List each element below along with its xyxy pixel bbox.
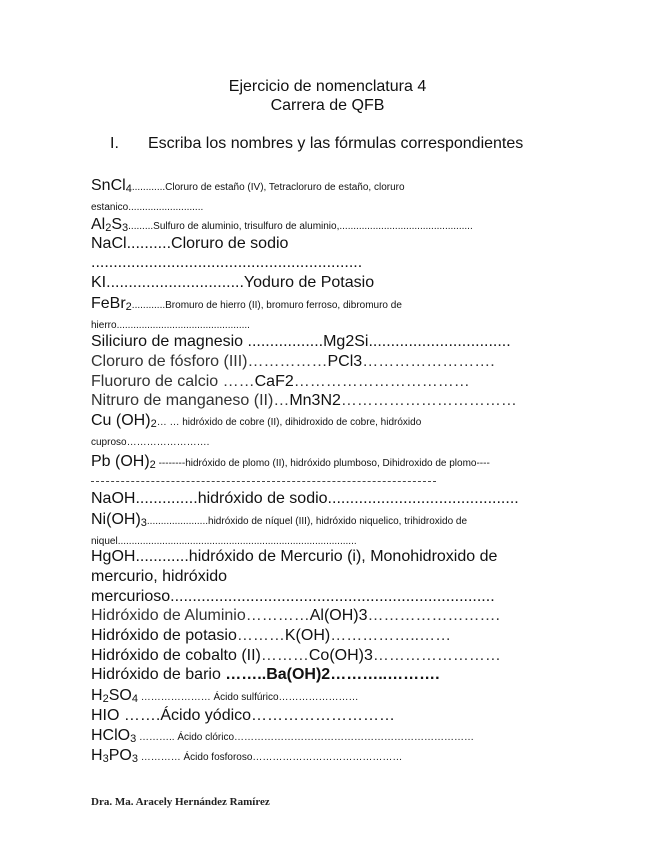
dots: …………………… [372,647,501,664]
compound-name: Hidróxido de bario [91,666,226,683]
answer-text: ............Cloruro de estaño (IV), Tetracloruro de estaño, cloruro [131,182,405,193]
compound-name: Fluoruro de calcio [91,373,223,390]
item-nioh3 [91,512,467,528]
item-mg2si: Siliciuro de magnesio .................Mg2Si................................ [91,333,511,350]
item-nacl: NaCl..........Cloruro de sodio [91,235,289,252]
formula: PCl3 [327,353,363,370]
item-sncl4-cont: estanico........................... [91,202,204,213]
formula: HClO [91,727,131,744]
item-mn3n2 [91,392,517,410]
item-hclo3 [91,728,474,744]
item-febr2 [91,296,402,312]
formula: Cu (OH) [91,412,151,429]
dots: …………………………… [293,373,470,390]
dots: ……………………. [367,607,500,624]
item-caf2 [91,373,470,391]
formula: Mn3N2 [289,392,341,409]
dots: … [273,392,290,409]
formula: H [91,747,103,764]
compound-name: Hidróxido de cobalto (II) [91,647,261,664]
item-hgoh-l3: mercurioso......................................................................... [91,588,495,605]
subscript: 3 [131,753,138,765]
answer-text: ………………… Ácido sulfúrico…………………… [137,692,359,703]
compound-name: Cloruro de fósforo (III) [91,353,248,370]
compound-name: Hidróxido de Aluminio [91,607,246,624]
item-nacl-cont: ............................................................. [91,254,363,271]
subscript: 2 [125,301,132,313]
dashed-separator [91,481,436,482]
answer-text: --------hidróxido de plomo (II), hidróxido plumboso, Dihidroxido de plomo---- [155,458,490,469]
formula: H [91,687,103,704]
formula: PO [108,747,132,764]
answer-text: ............Bromuro de hierro (II), bromuro ferroso, dibromuro de [131,300,402,311]
item-febr2-cont: hierro................................................ [91,320,250,331]
formula: CaF2 [254,373,294,390]
item-cuoh2-cont: cuproso……………………. [91,437,210,448]
item-sncl4 [91,178,405,194]
dots: ……………..…… [330,627,452,644]
formula: Ni(OH) [91,511,141,528]
formula: Co(OH)3 [308,647,373,664]
subscript: 3 [130,733,137,745]
formula: FeBr [91,295,126,312]
item-nioh3-cont: niquel...................................................................................... [91,536,357,547]
answer-text: ………… Ácido fosforoso……………………………………… [137,752,403,763]
dots: ……… [260,647,309,664]
subscript: 3 [122,222,129,234]
item-naoh: NaOH..............hidróxido de sodio........................................... [91,490,519,507]
answer-text: ......................hidróxido de níquel (III), hidróxido niquelico, trihidroxido de [146,516,468,527]
title-line-2: Carrera de QFB [270,97,385,114]
subscript: 3 [140,517,147,529]
item-koh [91,627,451,645]
dots: ………… [245,607,310,624]
formula: S [111,216,123,233]
item-al2s3 [91,217,473,233]
item-h3po3 [91,748,402,764]
dots: ……… [236,627,285,644]
formula: SO [108,687,132,704]
title-line-1: Ejercicio de nomenclatura 4 [228,78,427,95]
dots: …………………………… [340,392,517,409]
section-text: Escriba los nombres y las fórmulas correspondientes [148,135,524,152]
section-number: I. [110,135,119,152]
compound-name: Hidróxido de potasio [91,627,237,644]
subscript: 3 [102,753,109,765]
item-pboh2 [91,454,490,470]
item-aloh3 [91,607,500,625]
item-ki: KI...............................Yoduro de Potasio [91,274,375,291]
dots: …… [222,373,255,390]
dots: ………..………. [330,666,440,683]
formula: Al(OH)3 [309,607,368,624]
dots: …….. [225,666,267,683]
formula: K(OH) [284,627,331,644]
item-cuoh2 [91,413,421,429]
footer-author: Dra. Ma. Aracely Hernández Ramírez [91,796,270,808]
formula: SnCl [91,177,126,194]
answer-text: … … hidróxido de cobre (II), dihidroxido de cobre, hidróxido [156,417,422,428]
answer-text: .........Sulfuro de aluminio, trisulfuro de aluminio,................................................ [128,221,473,232]
answer-text: ……….. Ácido clórico……………………………………………………………… [136,732,475,743]
item-pcl3 [91,353,495,371]
formula: Ba(OH)2 [266,666,331,683]
item-h2so4 [91,688,359,704]
subscript: 4 [131,693,138,705]
item-baoh2 [91,666,440,684]
subscript: 2 [102,693,109,705]
section-heading [110,135,523,153]
item-hgoh-l2: mercurio, hidróxido [91,568,228,585]
compound-name: Nitruro de manganeso (II) [91,392,274,409]
formula: Pb (OH) [91,453,150,470]
dots: ……………………. [362,353,495,370]
item-cooh3 [91,647,501,665]
subscript: 2 [105,222,112,234]
dots: …………… [247,353,328,370]
subscript: 2 [150,418,157,430]
item-hio: HIO …….Ácido yódico……………………… [91,707,396,724]
subscript: 4 [125,183,132,195]
item-hgoh-l1: HgOH............hidróxido de Mercurio (i), Monohidroxido de [91,548,498,565]
formula: Al [91,216,106,233]
subscript: 2 [149,459,156,471]
